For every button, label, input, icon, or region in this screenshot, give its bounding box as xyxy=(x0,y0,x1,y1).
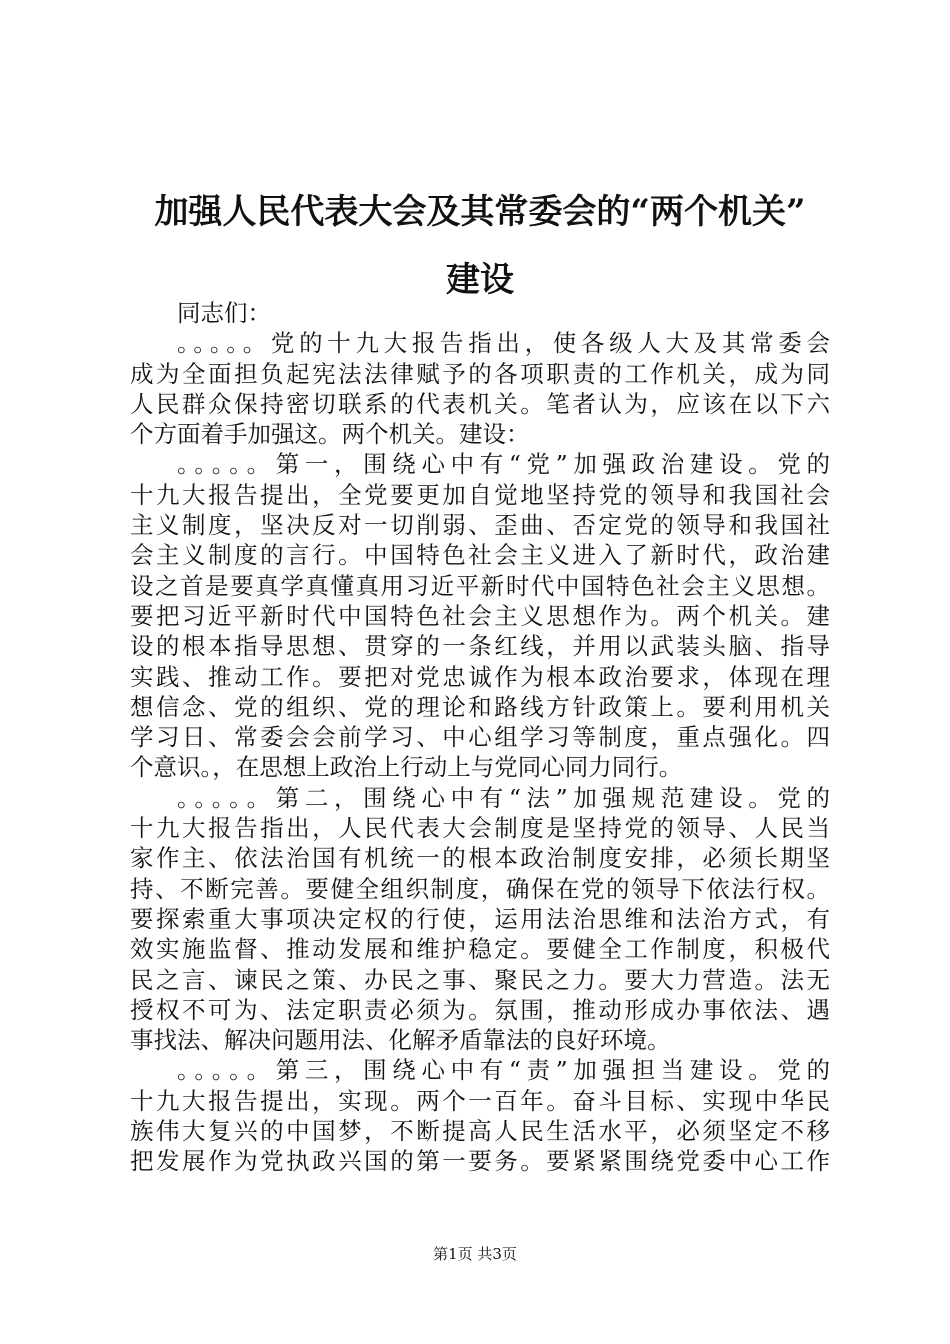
paragraph-line: 十九大报告指出，人民代表大会制度是坚持党的领导、人民当 xyxy=(130,814,830,843)
paragraph-line: 要把习近平新时代中国特色社会主义思想作为。两个机关。建 xyxy=(130,601,830,630)
title-line-2: 建设 xyxy=(446,260,514,300)
page-footer: 第1页 共3页 xyxy=(433,1245,517,1263)
paragraph-line: 。。。。。第二，围绕心中有“法”加强规范建设。党的 xyxy=(177,783,830,812)
paragraph xyxy=(130,328,830,449)
paragraph xyxy=(130,298,830,328)
paragraph-line: 个方面着手加强这。两个机关。建设： xyxy=(130,420,530,449)
paragraph-line: 设的根本指导思想、贯穿的一条红线，并用以武装头脑、指导 xyxy=(130,632,830,661)
paragraph-line: 家作主、依法治国有机统一的根本政治制度安排，必须长期坚 xyxy=(130,844,830,873)
paragraph xyxy=(130,783,830,1056)
paragraph-line: 十九大报告提出，全党要更加自觉地坚持党的领导和我国社会 xyxy=(130,480,830,509)
paragraph-line: 把发展作为党执政兴国的第一要务。要紧紧围绕党委中心工作 xyxy=(130,1147,830,1176)
paragraph-line: 个意识。，在思想上政治上行动上与党同心同力同行。 xyxy=(130,753,683,782)
paragraph-line: 十九大报告提出，实现。两个一百年。奋斗目标、实现中华民 xyxy=(130,1086,830,1115)
document-title xyxy=(100,178,860,314)
paragraph-line: 设之首是要真学真懂真用习近平新时代中国特色社会主义思想。 xyxy=(130,571,830,600)
paragraph-line: 民之言、谏民之策、办民之事、聚民之力。要大力营造。法无 xyxy=(130,965,830,994)
paragraph-line: 事找法、解决问题用法、化解矛盾靠法的良好环境。 xyxy=(130,1026,671,1055)
paragraph-line: 效实施监督、推动发展和维护稳定。要健全工作制度，积极代 xyxy=(130,935,830,964)
paragraph-line: 人民群众保持密切联系的代表机关。笔者认为，应该在以下六 xyxy=(130,389,830,418)
paragraph-line: 。。。。。第三，围绕心中有“责”加强担当建设。党的 xyxy=(177,1056,830,1085)
paragraph-line: 学习日、常委会会前学习、中心组学习等制度，重点强化。四 xyxy=(130,723,830,752)
paragraph-line: 会主义制度的言行。中国特色社会主义进入了新时代，政治建 xyxy=(130,541,830,570)
paragraph xyxy=(130,1055,830,1176)
paragraph-line: 想信念、党的组织、党的理论和路线方针政策上。要利用机关 xyxy=(130,692,830,721)
paragraph-line: 。。。。。第一，围绕心中有“党”加强政治建设。党的 xyxy=(177,450,830,479)
paragraph-line: 。。。。。党的十九大报告指出，使各级人大及其常委会 xyxy=(177,329,830,358)
paragraph-line: 要探索重大事项决定权的行使，运用法治思维和法治方式，有 xyxy=(130,904,830,933)
title-line-1: 加强人民代表大会及其常委会的“两个机关” xyxy=(154,192,806,232)
paragraph xyxy=(130,449,830,782)
paragraph-line: 授权不可为、法定职责必须为。氛围，推动形成办事依法、遇 xyxy=(130,995,830,1024)
paragraph-line: 持、不断完善。要健全组织制度，确保在党的领导下依法行权。 xyxy=(130,874,830,903)
paragraph-line: 族伟大复兴的中国梦，不断提高人民生活水平，必须坚定不移 xyxy=(130,1117,830,1146)
document-body xyxy=(130,298,830,1177)
paragraph-line: 实践、推动工作。要把对党忠诚作为根本政治要求，体现在理 xyxy=(130,662,830,691)
paragraph-line: 成为全面担负起宪法法律赋予的各项职责的工作机关，成为同 xyxy=(130,359,830,388)
paragraph-line: 主义制度，坚决反对一切削弱、歪曲、否定党的领导和我国社 xyxy=(130,511,830,540)
paragraph-line: 同志们： xyxy=(177,299,271,327)
